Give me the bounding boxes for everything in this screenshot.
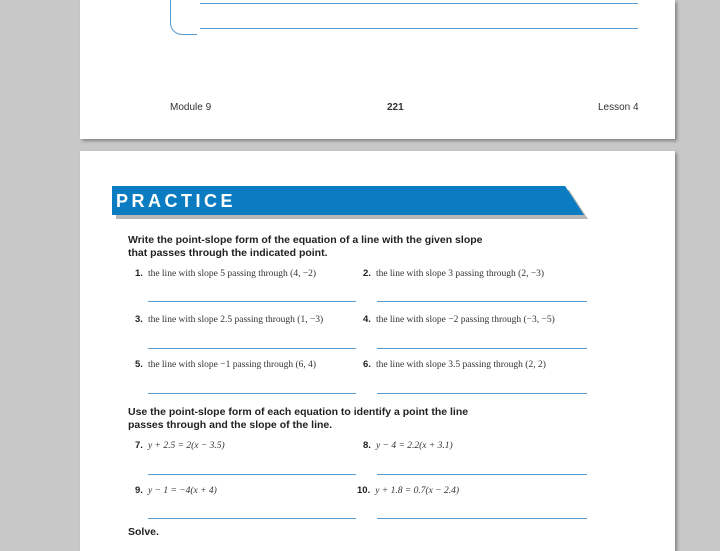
answer-frame-corner bbox=[170, 0, 197, 35]
exercise-10 bbox=[357, 485, 459, 496]
section1-instruction-line1: Write the point-slope form of the equation of a line with the given slope bbox=[128, 234, 483, 246]
answer-line bbox=[200, 3, 638, 4]
exercise-8 bbox=[363, 440, 453, 451]
banner-title: PRACTICE bbox=[116, 191, 237, 211]
answer-line-9[interactable] bbox=[148, 518, 356, 519]
practice-page bbox=[80, 151, 675, 551]
exercise-equation: y + 1.8 = 0.7(x − 2.4) bbox=[375, 486, 460, 496]
answer-line bbox=[200, 28, 638, 29]
answer-line-5[interactable] bbox=[148, 393, 356, 394]
exercise-number: 2. bbox=[363, 268, 371, 279]
exercise-number: 10. bbox=[357, 485, 371, 496]
answer-line-1[interactable] bbox=[148, 301, 356, 302]
answer-line-6[interactable] bbox=[377, 393, 587, 394]
section3-heading: Solve. bbox=[128, 526, 159, 538]
answer-line-3[interactable] bbox=[148, 348, 356, 349]
answer-line-8[interactable] bbox=[377, 474, 587, 475]
exercise-equation: y − 4 = 2.2(x + 3.1) bbox=[375, 441, 453, 451]
exercise-number: 8. bbox=[363, 440, 371, 451]
exercise-5 bbox=[135, 359, 316, 370]
answer-line-4[interactable] bbox=[377, 348, 587, 349]
footer-page-number: 221 bbox=[387, 102, 404, 113]
exercise-number: 1. bbox=[135, 268, 143, 279]
exercise-text: the line with slope −1 passing through (6, 4) bbox=[147, 360, 317, 370]
section2-instruction-line2: passes through and the slope of the line. bbox=[128, 419, 333, 431]
exercise-9 bbox=[135, 485, 217, 496]
section1-instruction-line2: that passes through the indicated point. bbox=[128, 247, 328, 259]
exercise-number: 3. bbox=[135, 314, 143, 325]
footer-lesson: Lesson 4 bbox=[598, 102, 639, 113]
exercise-number: 4. bbox=[363, 314, 371, 325]
exercise-number: 7. bbox=[135, 440, 143, 451]
exercise-1 bbox=[135, 268, 316, 279]
exercise-equation: y − 1 = −4(x + 4) bbox=[147, 486, 217, 496]
exercise-number: 9. bbox=[135, 485, 143, 496]
exercise-2 bbox=[363, 268, 544, 279]
answer-line-7[interactable] bbox=[148, 474, 356, 475]
answer-line-2[interactable] bbox=[377, 301, 587, 302]
exercise-text: the line with slope 3.5 passing through (2, 2) bbox=[375, 360, 546, 370]
exercise-7 bbox=[135, 440, 225, 451]
exercise-4 bbox=[363, 314, 555, 325]
exercise-text: the line with slope 3 passing through (2, −3) bbox=[375, 269, 545, 279]
answer-line-10[interactable] bbox=[377, 518, 587, 519]
previous-page bbox=[80, 0, 675, 139]
exercise-text: the line with slope 2.5 passing through (1, −3) bbox=[147, 315, 324, 325]
section2-instruction-line1: Use the point-slope form of each equation to identify a point the line bbox=[128, 406, 469, 418]
exercise-3 bbox=[135, 314, 323, 325]
exercise-text: the line with slope 5 passing through (4, −2) bbox=[147, 269, 317, 279]
footer-module: Module 9 bbox=[170, 102, 212, 113]
exercise-number: 5. bbox=[135, 359, 143, 370]
exercise-text: the line with slope −2 passing through (−3, −5) bbox=[375, 315, 555, 325]
exercise-equation: y + 2.5 = 2(x − 3.5) bbox=[147, 441, 225, 451]
exercise-number: 6. bbox=[363, 359, 371, 370]
exercise-6 bbox=[363, 359, 546, 370]
